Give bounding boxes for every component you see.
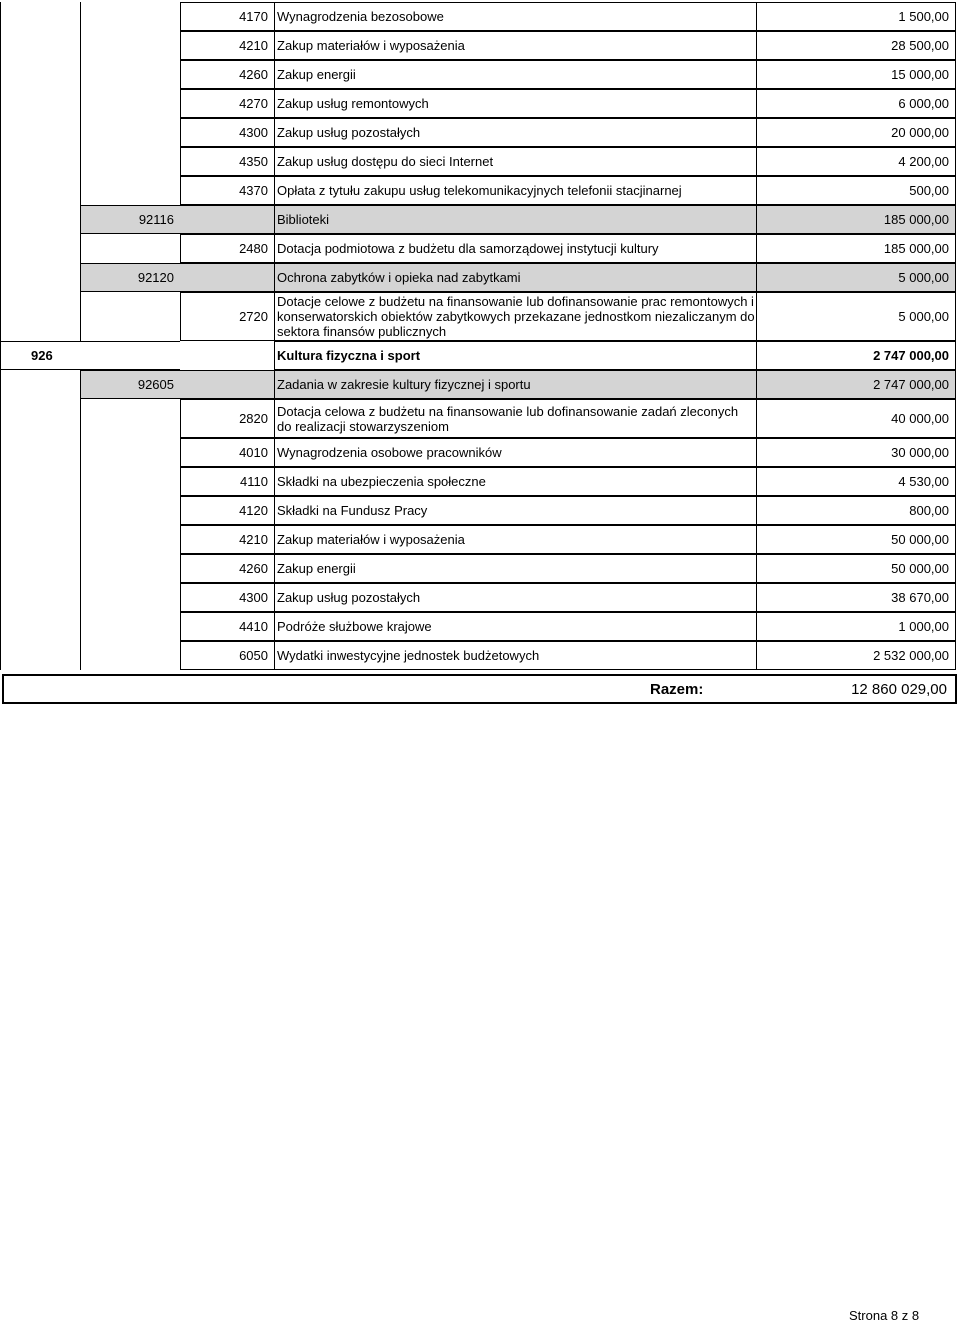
total-row bbox=[2, 674, 957, 704]
paragraf-amount: 50 000,00 bbox=[756, 525, 956, 554]
paragraf-amount: 50 000,00 bbox=[756, 554, 956, 583]
paragraf-amount: 20 000,00 bbox=[756, 118, 956, 147]
paragraf-amount: 5 000,00 bbox=[756, 292, 956, 341]
paragraf-amount: 2 532 000,00 bbox=[756, 641, 956, 670]
table-row-par bbox=[0, 467, 960, 496]
empty-cell bbox=[180, 263, 274, 292]
table-row-par bbox=[0, 583, 960, 612]
indent-cell bbox=[0, 292, 80, 341]
paragraf-code: 6050 bbox=[180, 641, 274, 670]
indent-cell bbox=[0, 147, 80, 176]
paragraf-amount: 800,00 bbox=[756, 496, 956, 525]
paragraf-name: Wydatki inwestycyjne jednostek budżetowych bbox=[274, 641, 756, 670]
paragraf-name: Zakup materiałów i wyposażenia bbox=[274, 31, 756, 60]
paragraf-name: Zakup usług remontowych bbox=[274, 89, 756, 118]
indent-cell bbox=[0, 118, 80, 147]
paragraf-amount: 4 200,00 bbox=[756, 147, 956, 176]
dzial-code: 926 bbox=[0, 341, 180, 370]
total-value: 12 860 029,00 bbox=[851, 680, 947, 698]
table-row-par bbox=[0, 292, 960, 341]
indent-cell bbox=[80, 583, 180, 612]
rozdzial-code: 92120 bbox=[80, 263, 180, 292]
indent-cell bbox=[80, 438, 180, 467]
empty-cell bbox=[180, 370, 274, 399]
paragraf-name: Podróże służbowe krajowe bbox=[274, 612, 756, 641]
table-row-par bbox=[0, 612, 960, 641]
paragraf-amount: 6 000,00 bbox=[756, 89, 956, 118]
paragraf-name: Dotacja celowa z budżetu na finansowanie lub dofinansowanie zadań zleconych do realizacji stowarzyszeniom bbox=[274, 399, 756, 438]
paragraf-code: 4010 bbox=[180, 438, 274, 467]
indent-cell bbox=[0, 89, 80, 118]
indent-cell bbox=[80, 2, 180, 31]
table-row-par bbox=[0, 2, 960, 31]
paragraf-name: Dotacja podmiotowa z budżetu dla samorządowej instytucji kultury bbox=[274, 234, 756, 263]
table-row-par bbox=[0, 641, 960, 670]
paragraf-amount: 38 670,00 bbox=[756, 583, 956, 612]
table-row-par bbox=[0, 554, 960, 583]
paragraf-code: 2820 bbox=[180, 399, 274, 438]
table-row-par bbox=[0, 89, 960, 118]
rozdzial-code: 92116 bbox=[80, 205, 180, 234]
rozdzial-amount: 5 000,00 bbox=[756, 263, 956, 292]
paragraf-amount: 15 000,00 bbox=[756, 60, 956, 89]
indent-cell bbox=[0, 641, 80, 670]
paragraf-code: 4300 bbox=[180, 583, 274, 612]
indent-cell bbox=[0, 176, 80, 205]
paragraf-code: 4260 bbox=[180, 554, 274, 583]
indent-cell bbox=[80, 234, 180, 263]
table-row-roz bbox=[0, 370, 960, 399]
indent-cell bbox=[80, 176, 180, 205]
rozdzial-name: Biblioteki bbox=[274, 205, 756, 234]
paragraf-name: Zakup usług pozostałych bbox=[274, 118, 756, 147]
paragraf-name: Zakup materiałów i wyposażenia bbox=[274, 525, 756, 554]
indent-cell bbox=[80, 641, 180, 670]
table-row-roz bbox=[0, 263, 960, 292]
paragraf-code: 2480 bbox=[180, 234, 274, 263]
table-row-par bbox=[0, 118, 960, 147]
indent-cell bbox=[80, 147, 180, 176]
paragraf-code: 4110 bbox=[180, 467, 274, 496]
paragraf-code: 4350 bbox=[180, 147, 274, 176]
paragraf-code: 4410 bbox=[180, 612, 274, 641]
total-label: Razem: bbox=[650, 680, 704, 698]
paragraf-amount: 28 500,00 bbox=[756, 31, 956, 60]
table-row-roz bbox=[0, 205, 960, 234]
indent-cell bbox=[80, 612, 180, 641]
indent-cell bbox=[80, 496, 180, 525]
empty-cell bbox=[180, 205, 274, 234]
page-number: Strona 8 z 8 bbox=[849, 1308, 920, 1323]
indent-cell bbox=[0, 263, 80, 292]
table-row-par bbox=[0, 60, 960, 89]
indent-cell bbox=[80, 31, 180, 60]
table-row-par bbox=[0, 147, 960, 176]
indent-cell bbox=[0, 496, 80, 525]
paragraf-code: 2720 bbox=[180, 292, 274, 341]
paragraf-amount: 500,00 bbox=[756, 176, 956, 205]
indent-cell bbox=[0, 205, 80, 234]
paragraf-name: Składki na Fundusz Pracy bbox=[274, 496, 756, 525]
indent-cell bbox=[0, 612, 80, 641]
indent-cell bbox=[80, 89, 180, 118]
paragraf-name: Wynagrodzenia bezosobowe bbox=[274, 2, 756, 31]
table-row-par bbox=[0, 234, 960, 263]
paragraf-name: Zakup energii bbox=[274, 60, 756, 89]
indent-cell bbox=[80, 467, 180, 496]
paragraf-amount: 185 000,00 bbox=[756, 234, 956, 263]
paragraf-code: 4170 bbox=[180, 2, 274, 31]
paragraf-amount: 30 000,00 bbox=[756, 438, 956, 467]
paragraf-name: Dotacje celowe z budżetu na finansowanie lub dofinansowanie prac remontowych i konserwatorskich obiektów zabytkowych przekazane jednostkom niezaliczanym do sektora finansów publicznych bbox=[274, 292, 756, 341]
table-row-dzial bbox=[0, 341, 960, 370]
indent-cell bbox=[0, 467, 80, 496]
indent-cell bbox=[0, 31, 80, 60]
indent-cell bbox=[0, 438, 80, 467]
indent-cell bbox=[0, 370, 80, 399]
paragraf-code: 4120 bbox=[180, 496, 274, 525]
table-row-par bbox=[0, 176, 960, 205]
paragraf-code: 4300 bbox=[180, 118, 274, 147]
indent-cell bbox=[0, 234, 80, 263]
indent-cell bbox=[80, 525, 180, 554]
paragraf-amount: 40 000,00 bbox=[756, 399, 956, 438]
indent-cell bbox=[80, 554, 180, 583]
dzial-name: Kultura fizyczna i sport bbox=[274, 341, 756, 370]
dzial-amount: 2 747 000,00 bbox=[756, 341, 956, 370]
paragraf-name: Zakup usług pozostałych bbox=[274, 583, 756, 612]
paragraf-code: 4210 bbox=[180, 31, 274, 60]
indent-cell bbox=[80, 399, 180, 438]
rozdzial-name: Ochrona zabytków i opieka nad zabytkami bbox=[274, 263, 756, 292]
paragraf-name: Wynagrodzenia osobowe pracowników bbox=[274, 438, 756, 467]
table-row-par bbox=[0, 31, 960, 60]
paragraf-amount: 1 500,00 bbox=[756, 2, 956, 31]
table-row-par bbox=[0, 438, 960, 467]
table-row-par bbox=[0, 525, 960, 554]
paragraf-code: 4370 bbox=[180, 176, 274, 205]
indent-cell bbox=[0, 60, 80, 89]
indent-cell bbox=[80, 60, 180, 89]
indent-cell bbox=[0, 525, 80, 554]
rozdzial-name: Zadania w zakresie kultury fizycznej i sportu bbox=[274, 370, 756, 399]
paragraf-amount: 1 000,00 bbox=[756, 612, 956, 641]
indent-cell bbox=[0, 554, 80, 583]
paragraf-amount: 4 530,00 bbox=[756, 467, 956, 496]
indent-cell bbox=[80, 118, 180, 147]
table-row-par bbox=[0, 496, 960, 525]
indent-cell bbox=[0, 583, 80, 612]
paragraf-name: Zakup usług dostępu do sieci Internet bbox=[274, 147, 756, 176]
indent-cell bbox=[0, 2, 80, 31]
rozdzial-code: 92605 bbox=[80, 370, 180, 399]
paragraf-code: 4210 bbox=[180, 525, 274, 554]
indent-cell bbox=[0, 399, 80, 438]
paragraf-name: Składki na ubezpieczenia społeczne bbox=[274, 467, 756, 496]
paragraf-code: 4270 bbox=[180, 89, 274, 118]
table-row-par bbox=[0, 399, 960, 438]
rozdzial-amount: 2 747 000,00 bbox=[756, 370, 956, 399]
paragraf-code: 4260 bbox=[180, 60, 274, 89]
rozdzial-amount: 185 000,00 bbox=[756, 205, 956, 234]
paragraf-name: Zakup energii bbox=[274, 554, 756, 583]
indent-cell bbox=[80, 292, 180, 341]
paragraf-name: Opłata z tytułu zakupu usług telekomunikacyjnych telefonii stacjinarnej bbox=[274, 176, 756, 205]
